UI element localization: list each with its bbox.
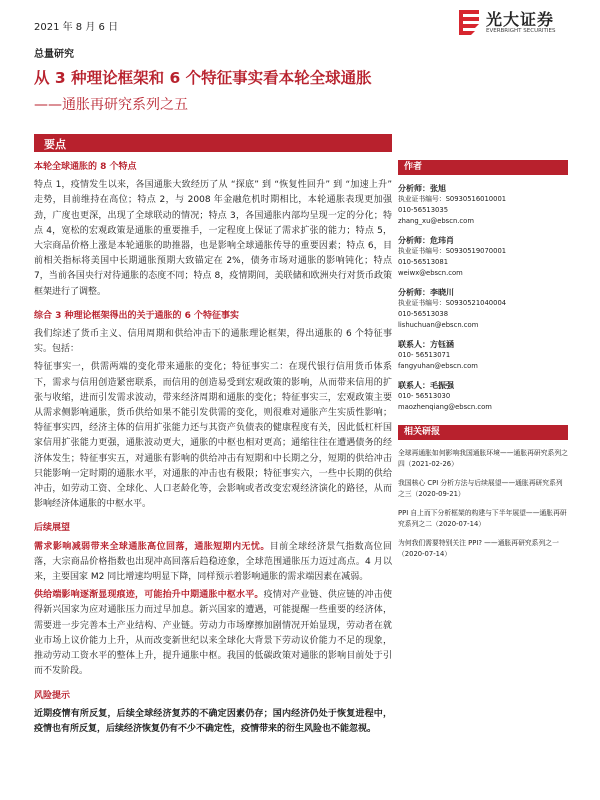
research-link[interactable]: 我国核心 CPI 分析方法与后续展望——通胀再研究系列之三（2020-09-21） [398,479,563,498]
contact-block [398,339,568,372]
paragraph-rest: 目前全球经济景气指数高位回落，大宗商品价格指数也出现冲高回落后趋稳迹象，全球范围通胀压力迈过高点。4 月以来，主要国家 M2 同比增速均明显下降，同样预示着影响通胀的需求端因素在减弱。 [34,541,392,583]
contact-email: maozhenqiang@ebscn.com [398,403,492,411]
contact-block [398,380,568,413]
sidebar [398,160,568,560]
authors-header [398,160,568,175]
contact-email: fangyuhan@ebscn.com [398,362,478,370]
author-email: lishuchuan@ebscn.com [398,321,479,329]
contact-name: 联系人：方钰涵 [398,340,454,349]
contact-name: 联系人：毛振强 [398,381,454,390]
author-phone: 010-56513035 [398,206,449,214]
report-category: 总量研究 [34,49,74,60]
author-cert: 执业证书编号：S0930516010001 [398,195,507,203]
author-block [398,235,568,279]
related-research-label: 相关研报 [404,427,441,437]
highlight-lead: 供给端影响逐渐显现痕迹，可能抬升中期通胀中枢水平。 [34,590,264,601]
author-block [398,287,568,331]
author-email: zhang_xu@ebscn.com [398,217,474,225]
author-email: weiwx@ebscn.com [398,269,463,277]
section-paragraph: 特点 1，疫情发生以来，各国通胀大致经历了从 “探底” 到 “恢复性回升” 到 “加速上升” 走势，目前维持在高位；特点 2，与 2008 年金融危机时期相比，本轮通胀表现更加强劲，广度也更深，出现了全球联动的情况；特点 3，各国通胀内部均呈现一定的分化；特点 4，宽松的宏观政策是通胀的重要推手，一定程度上保证了需求扩张的能力；特点 5，大宗商品价格上涨是本轮通胀的助推器，也是影响全球通胀传导的重要因素；特点 6，目前相关指标将美国中长期通胀预期大致锚定在 2%，债务市场对通胀的影响钝化；特点 7，当前各国央行对待通胀的态度不同；特点 8，疫情期间，美联储和欧洲央行对货币政策框架进行了调整。 [34,180,392,297]
report-title: 从 3 种理论框架和 6 个特征事实看本轮全球通胀 [34,69,372,87]
key-points-label: 要点 [44,138,66,151]
risk-paragraph: 近期疫情有所反复，后续全球经济复苏的不确定因素仍存；国内经济仍处于恢复进程中，疫情也有所反复，后续经济恢复仍有不少不确定性，疫情带来的衍生风险也不能忽视。 [34,708,392,734]
author-name: 分析师：张旭 [398,184,446,193]
section-heading: 后续展望 [34,523,71,534]
highlight-lead: 需求影响减弱带来全球通胀高位回落，通胀短期内无忧。 [34,541,270,552]
research-link[interactable]: PPI 自上而下分析框架的构建与下半年展望——通胀再研究系列之二（2020-07-14） [398,509,567,528]
paragraph-rest: 疫情对产业链、供应链的冲击使得新兴国家为应对通胀压力而过早加息。新兴国家的遭遇，可能提醒一些重要的经济体，需要进一步完善本土产业结构、产业链。劳动力市场摩擦加剧情况开始显现，劳动者在就业市场上议价能力上升，从而改变新世纪以来全球化大背景下劳动议价能力不足的现象，推动劳动工资水平的整体上升，提升通胀中枢。我国的低碳政策对通胀的影响目前处于引而不发阶段。 [34,590,392,677]
everbright-logo-icon [455,8,483,36]
contact-phone: 010- 56513071 [398,351,451,359]
key-points-header [34,134,392,152]
author-cert: 执业证书编号：S0930519070001 [398,247,507,255]
research-link[interactable]: 为何我们需要特别关注 PPI? ——通胀再研究系列之一（2020-07-14） [398,539,559,558]
author-name: 分析师：危玮肖 [398,236,454,245]
related-research [398,425,568,560]
main-content [34,160,392,737]
authors-label: 作者 [404,162,423,172]
company-logo [455,6,567,40]
section-heading: 综合 3 种理论框架得出的关于通胀的 6 个特征事实 [34,310,240,321]
research-link[interactable]: 全球再通胀如何影响我国通胀环境——通胀再研究系列之四（2021-02-26） [398,449,568,468]
section-paragraph: 特征事实一，供需两端的变化带来通胀的变化；特征事实二：在现代银行信用货币体系下，需求与信用创造紧密联系，而信用的创造易受到宏观政策的影响，从而带来信用的扩张与收缩，进而引发需求波动，带来经济周期和通胀的变化；特征事实三，宏观政策主要从需求侧影响通胀，货币供给如果不能引发供需的变化，则很难对通胀产生实质性影响；特征事实四，经济主体的信用扩张能力还与其资产负债表的健康程度有关，因此低杠杆国家信用扩张能力更强，通胀波动更大，通胀的中枢也相对更高；通缩往往在遭遇债务的经济体发生；特征事实五，对通胀有影响的供给冲击有短期和中长期之分，短期的供给冲击只能影响一定时期的通胀水平，对通胀的冲击也有极限；特征事实六，一些中长期的供给冲击，如劳动工资、全球化、人口老龄化等，会影响或者改变宏观经济演化的路径，从而影响经济体通胀的中枢水平。 [34,362,392,510]
section-heading: 风险提示 [34,690,71,701]
related-research-header [398,425,568,440]
report-date: 2021 年 8 月 6 日 [34,22,119,33]
report-subtitle: ——通胀再研究系列之五 [34,97,188,113]
logo-text-en: EVERBRIGHT SECURITIES [486,28,556,34]
section-paragraph: 我们综述了货币主义、信用周期和供给冲击下的通胀理论框架，得出通胀的 6 个特征事实。包括： [34,329,392,355]
author-cert: 执业证书编号：S0930521040004 [398,299,507,307]
author-name: 分析师：李晓川 [398,288,454,297]
author-phone: 010-56513038 [398,310,449,318]
author-block [398,183,568,227]
contact-phone: 010- 56513030 [398,392,451,400]
logo-text-cn: 光大证券 [486,10,555,29]
section-paragraph [34,540,392,586]
section-heading: 本轮全球通胀的 8 个特点 [34,162,137,172]
author-phone: 010-56513081 [398,258,449,266]
section-paragraph [34,588,392,679]
